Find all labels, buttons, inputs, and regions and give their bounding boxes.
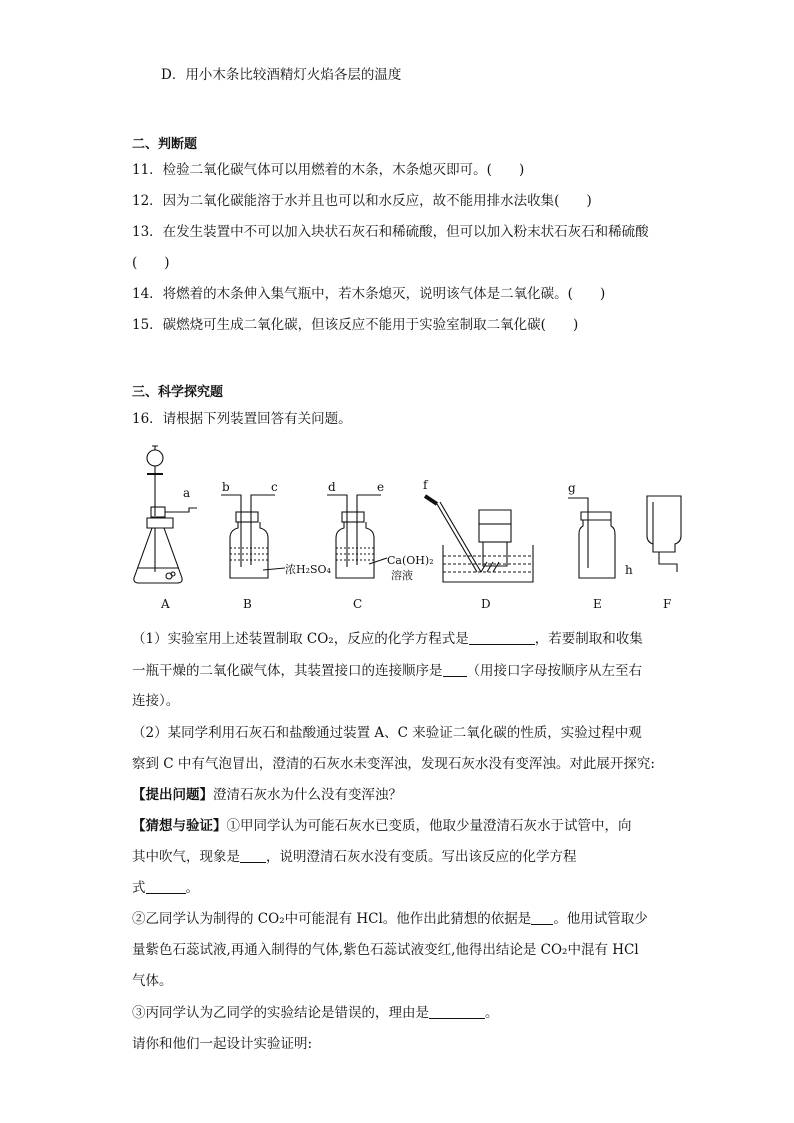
part1-text-c: 一瓶干燥的二氧化碳气体，其装置接口的连接顺序是 (132, 663, 443, 679)
raise-question-text: 澄清石灰水为什么没有变浑浊？ (213, 787, 402, 803)
guess3-line (132, 1004, 499, 1022)
guess-tag: 【猜想与验证】 (132, 818, 227, 834)
section-title-inquiry: 三、科学探究题 (132, 385, 224, 400)
part1-line1 (132, 630, 643, 648)
port-d: d (328, 480, 336, 494)
caption-c: C (353, 597, 363, 611)
question-11: 11．检验二氧化碳气体可以用燃着的木条，木条熄灭即可。( ) (132, 162, 525, 178)
guess1-text-c: ，说明澄清石灰水没有变质。写出该反应的化学方程 (266, 849, 577, 865)
port-c: c (271, 480, 278, 494)
answer-blank-order[interactable] (443, 662, 467, 677)
design-prompt: 请你和他们一起设计实验证明: (132, 1036, 313, 1052)
guess2-line2: 量紫色石蕊试液,再通入制得的气体,紫色石蕊试液变红,他得出结论是 CO₂中混有 HCl (132, 942, 639, 958)
apparatus-figure (125, 440, 685, 615)
part2-line2: 察到 C 中有气泡冒出，澄清的石灰水未变浑浊，发现石灰水没有变浑浊。对此展开探究: (132, 756, 655, 772)
caption-e: E (593, 597, 602, 611)
apparatus-f (625, 496, 681, 611)
guess3-text-b: 。 (485, 1005, 499, 1021)
guess3-text-a: ③丙同学认为乙同学的实验结论是错误的，理由是 (132, 1005, 429, 1021)
guess2-text-a: ②乙同学认为制得的 CO₂中可能混有 HCl。他作出此猜想的依据是 (132, 911, 532, 927)
guess-line3 (132, 879, 199, 897)
label-solution: 溶液 (391, 569, 413, 582)
label-caoh2: Ca(OH)₂ (387, 554, 434, 567)
guess-line1 (132, 817, 632, 835)
port-e: e (377, 480, 385, 494)
question-13: 13．在发生装置中不可以加入块状石灰石和稀硫酸，但可以加入粉末状石灰石和稀硫酸 (132, 224, 649, 240)
question-14: 14．将燃着的木条伸入集气瓶中，若木条熄灭，说明该气体是二氧化碳。( ) (132, 286, 606, 302)
apparatus-a (134, 446, 197, 611)
part2-line1: （2）某同学利用石灰石和盐酸通过装置 A、C 来验证二氧化碳的性质，实验过程中观 (132, 725, 642, 741)
option-d: D．用小木条比较酒精灯火焰各层的温度 (161, 67, 402, 83)
port-b: b (222, 480, 230, 494)
question-15: 15．碳燃烧可生成二氧化碳，但该反应不能用于实验室制取二氧化碳( ) (132, 317, 579, 333)
question-13-paren: ( ) (132, 255, 170, 271)
guess1-text-b: 其中吹气，现象是 (132, 849, 240, 865)
guess2-line3: 气体。 (132, 973, 173, 989)
apparatus-c (327, 480, 434, 611)
caption-f: F (663, 597, 672, 611)
part1-line2 (132, 662, 642, 680)
part1-text-a: （1）实验室用上述装置制取 CO₂，反应的化学方程式是 (132, 631, 469, 647)
port-f: f (423, 478, 428, 492)
guess2-line1 (132, 910, 648, 928)
question-16: 16．请根据下列装置回答有关问题。 (132, 411, 352, 427)
apparatus-d (423, 478, 533, 611)
part1-line3: 连接）。 (132, 693, 180, 709)
answer-blank-reason[interactable] (429, 1004, 485, 1019)
apparatus-b (221, 480, 332, 611)
apparatus-e (568, 481, 615, 611)
raise-question-tag: 【提出问题】 (132, 787, 213, 803)
port-g: g (568, 481, 576, 495)
guess1-text-e: 。 (185, 880, 199, 896)
section-title-judgment: 二、判断题 (132, 137, 198, 152)
label-h2so4: 浓H₂SO₄ (285, 563, 331, 576)
answer-blank-reaction[interactable] (146, 879, 186, 894)
raise-question (132, 786, 402, 804)
answer-blank-equation[interactable] (469, 630, 535, 645)
guess1-text-d: 式 (132, 880, 146, 896)
answer-blank-phenomenon[interactable] (240, 848, 266, 863)
port-h: h (625, 563, 633, 577)
guess-line2 (132, 848, 577, 866)
answer-blank-basis[interactable] (531, 910, 553, 925)
caption-b: B (243, 597, 252, 611)
port-a: a (183, 486, 191, 500)
part1-text-b: ，若要制取和收集 (534, 631, 643, 647)
caption-a: A (161, 597, 170, 611)
guess2-text-b: 。他用试管取少 (553, 911, 648, 927)
question-12: 12．因为二氧化碳能溶于水并且也可以和水反应，故不能用排水法收集( ) (132, 193, 592, 209)
caption-d: D (481, 597, 491, 611)
part1-text-d: （用接口字母按顺序从左至右 (466, 663, 642, 679)
guess1-text-a: ①甲同学认为可能石灰水已变质，他取少量澄清石灰水于试管中，向 (226, 818, 632, 834)
